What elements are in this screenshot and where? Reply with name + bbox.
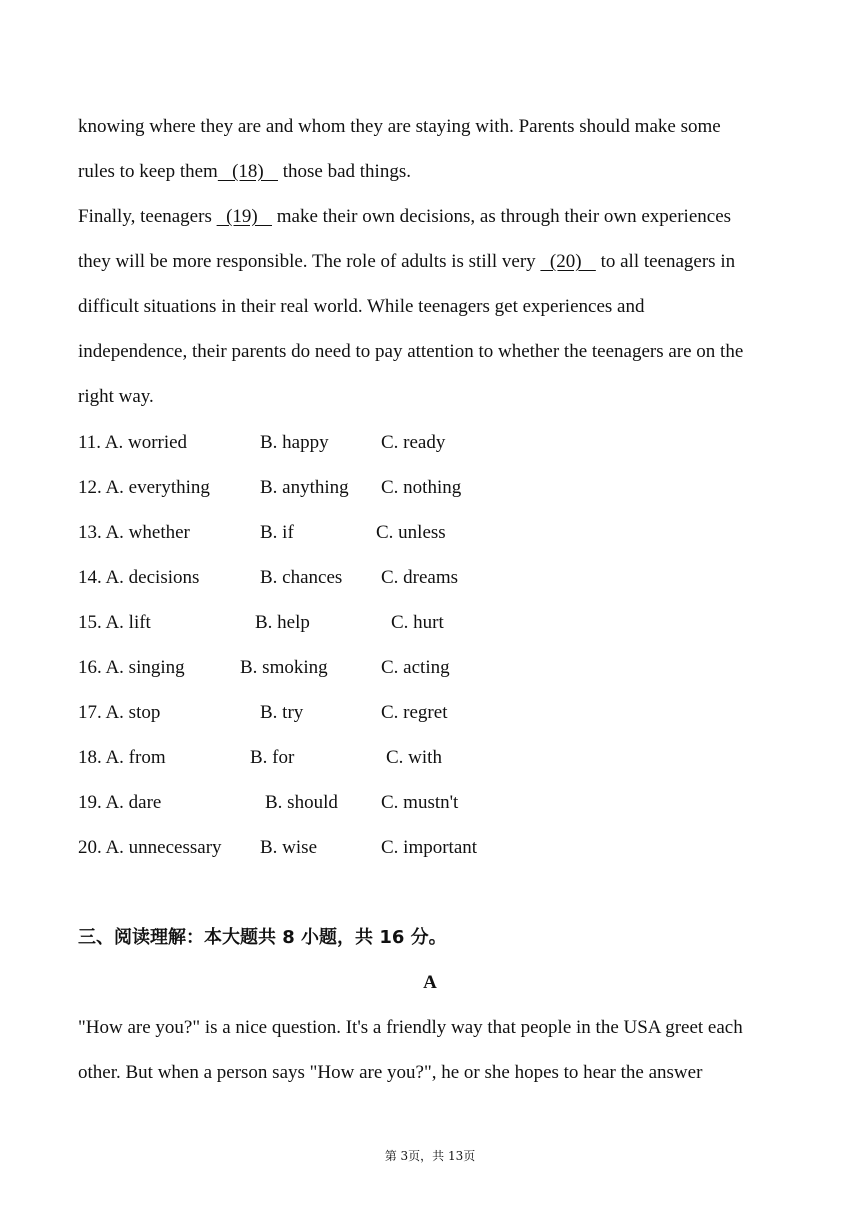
text-segment: those bad things. [277, 161, 411, 182]
option-b: B. chances [260, 567, 343, 588]
option-a: 15. A. lift [78, 612, 151, 633]
option-b: B. should [265, 792, 338, 813]
option-c: C. ready [381, 432, 446, 453]
option-c: C. with [386, 747, 442, 768]
option-c: C. regret [381, 702, 448, 723]
section-letter: A [423, 972, 437, 993]
option-b: B. for [250, 747, 295, 768]
option-b: B. help [255, 612, 310, 633]
passage-line-2 [78, 160, 411, 184]
text-segment: Finally, teenagers [78, 206, 217, 227]
option-a: 16. A. singing [78, 657, 185, 678]
option-b: B. anything [260, 477, 349, 498]
option-b: B. wise [260, 837, 317, 858]
page-footer: 第 3页，共 13页 [384, 1149, 476, 1163]
blank-19: (19) [216, 206, 272, 227]
passage-line-5: difficult situations in their real world. While teenagers get experiences and [78, 296, 645, 317]
option-c: C. mustn't [381, 792, 459, 813]
passage-line-3 [78, 205, 731, 229]
text-segment: make their own decisions, as through their own experiences [272, 206, 732, 227]
option-c: C. nothing [381, 477, 462, 498]
option-c: C. acting [381, 657, 450, 678]
option-b: B. happy [260, 432, 329, 453]
section-heading: 三、阅读理解：本大题共 8 小题，共 16 分。 [78, 927, 447, 948]
option-c: C. dreams [381, 567, 459, 588]
blank-20: (20) [540, 251, 596, 272]
blank-18: (18) [217, 161, 278, 182]
option-b: B. if [260, 522, 294, 543]
passage-line-7: right way. [78, 386, 154, 407]
passage-line-6: independence, their parents do need to pay attention to whether the teenagers are on the [78, 341, 744, 362]
text-segment: they will be more responsible. The role of adults is still very [78, 251, 541, 272]
reading-line-2: other. But when a person says "How are you?", he or she hopes to hear the answer [78, 1062, 703, 1083]
option-b: B. smoking [240, 657, 328, 678]
passage-line-4 [78, 250, 735, 274]
reading-line-1: "How are you?" is a nice question. It's a friendly way that people in the USA greet each [78, 1017, 743, 1038]
option-b: B. try [260, 702, 304, 723]
option-a: 14. A. decisions [78, 567, 200, 588]
option-c: C. important [381, 837, 478, 858]
option-a: 20. A. unnecessary [78, 837, 222, 858]
option-c: C. hurt [391, 612, 444, 633]
option-a: 11. A. worried [78, 432, 188, 453]
text-segment: rules to keep them [78, 161, 218, 182]
text-segment: to all teenagers in [595, 251, 736, 272]
option-a: 12. A. everything [78, 477, 210, 498]
option-c: C. unless [376, 522, 446, 543]
option-a: 13. A. whether [78, 522, 190, 543]
option-a: 19. A. dare [78, 792, 162, 813]
option-a: 18. A. from [78, 747, 166, 768]
passage-line-1: knowing where they are and whom they are staying with. Parents should make some [78, 116, 721, 137]
option-a: 17. A. stop [78, 702, 161, 723]
